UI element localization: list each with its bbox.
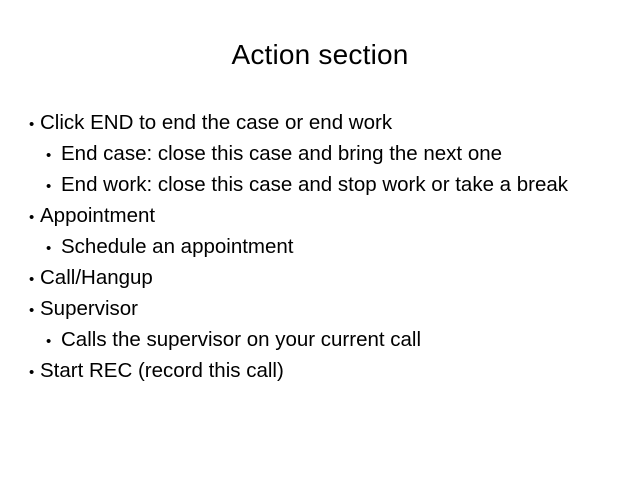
list-item-label: Appointment [40,204,156,227]
bullet-marker-icon: • [29,364,35,381]
list-item-label: Call/Hangup [40,266,153,289]
list-item [40,170,622,201]
list-item-label: Schedule an appointment [61,235,294,258]
bullet-marker-icon: • [29,302,35,319]
bullet-marker-icon: • [29,209,35,226]
bullet-marker-icon: • [46,178,52,195]
list-item [26,263,622,294]
list-item [26,294,622,325]
bullet-marker-icon: • [29,271,35,288]
list-item [40,232,622,263]
bullet-list [26,108,622,387]
bullet-marker-icon: • [46,240,52,257]
list-item-label: End work: close this case and stop work or take a break [61,173,569,196]
list-item [26,201,622,232]
list-item [26,108,622,139]
list-item [40,325,622,356]
bullet-marker-icon: • [29,116,35,133]
page-title: Action section [231,39,409,70]
bullet-marker-icon: • [46,333,52,350]
list-item-label: Click END to end the case or end work [40,111,393,134]
list-item-label: End case: close this case and bring the next one [61,142,503,165]
list-item-label: Supervisor [40,297,138,320]
bullet-marker-icon: • [46,147,52,164]
list-item-label: Calls the supervisor on your current call [61,328,422,351]
list-item-label: Start REC (record this call) [40,359,284,382]
list-item [40,139,622,170]
list-item [26,356,622,387]
